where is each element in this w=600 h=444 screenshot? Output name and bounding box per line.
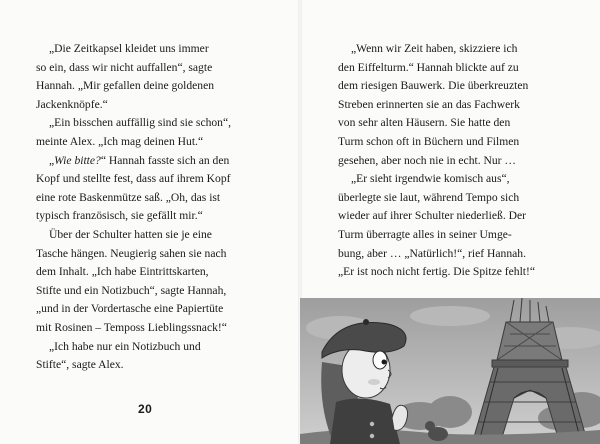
text-line: eine rote Baskenmütze saß. „Oh, das ist [36, 190, 221, 204]
text-line: Kopf und stellte fest, dass auf ihrem Kopf [36, 172, 231, 186]
text-line: den Eiffelturm.“ Hannah blickte auf zu [338, 60, 519, 74]
text-line [36, 152, 268, 171]
text-line: „Wenn wir Zeit haben, skizziere ich [351, 42, 518, 55]
text-fragment: “ Hannah fasste sich an den [100, 153, 230, 167]
text-line: von sehr alten Häusern. Sie hatte den [338, 116, 511, 130]
text-line: so ein, dass wir nicht auffallen“, sagte [36, 60, 213, 74]
text-line: „Er ist noch nicht fertig. Die Spitze fehlt!“ [338, 265, 536, 279]
text-line: Stifte“, sagte Alex. [36, 358, 124, 372]
text-line: bung, aber … „Natürlich!“, rief Hannah. [338, 246, 526, 260]
text-line: Über der Schulter hatten sie je eine [49, 227, 212, 241]
right-page-text [338, 40, 566, 282]
text-line: Streben erinnerten sie an das Fachwerk [338, 97, 520, 111]
text-line: „Ein bisschen auffällig sind sie schon“, [49, 116, 232, 130]
text-line: wieder auf ihrer Schulter niederließ. Der [338, 209, 526, 223]
left-page-text [36, 40, 268, 375]
text-line: dem riesigen Bauwerk. Die überkreuzten [338, 79, 529, 93]
text-line: meinte Alex. „Ich mag deinen Hut.“ [36, 134, 204, 148]
right-page [300, 0, 600, 444]
text-line: Tasche hängen. Neugierig sahen sie nach [36, 246, 227, 260]
page-number: 20 [138, 402, 153, 416]
text-line: „Er sieht irgendwie komisch aus“, [351, 172, 510, 186]
text-line: Jackenknöpfe.“ [36, 97, 108, 111]
text-line: „Die Zeitkapsel kleidet uns immer [49, 42, 209, 55]
text-line: „Ich habe nur ein Notizbuch und [49, 339, 201, 353]
text-line: Turm schon oft in Büchern und Filmen [338, 134, 520, 148]
text-line: gesehen, aber noch nie in echt. Nur … [338, 153, 517, 167]
text-line: dem Inhalt. „Ich habe Eintrittskarten, [36, 265, 209, 279]
text-line: Turm überragte alles in seiner Umge- [338, 227, 512, 241]
text-line: „und in der Vordertasche eine Papiertüte [36, 302, 224, 316]
italic-text: Wie bitte? [54, 153, 101, 167]
text-line: mit Rosinen – Temposs Lieblingssnack!“ [36, 320, 227, 334]
eiffel-tower-illustration [300, 298, 600, 444]
text-line: Stifte und ein Notizbuch“, sagte Hannah, [36, 283, 227, 297]
text-line: Hannah. „Mir gefallen deine goldenen [36, 79, 215, 93]
text-line: typisch französisch, sie gefällt mir.“ [36, 209, 203, 223]
text-line: überlegte sie laut, während Tempo sich [338, 190, 520, 204]
text-fragment: „ [49, 153, 55, 167]
